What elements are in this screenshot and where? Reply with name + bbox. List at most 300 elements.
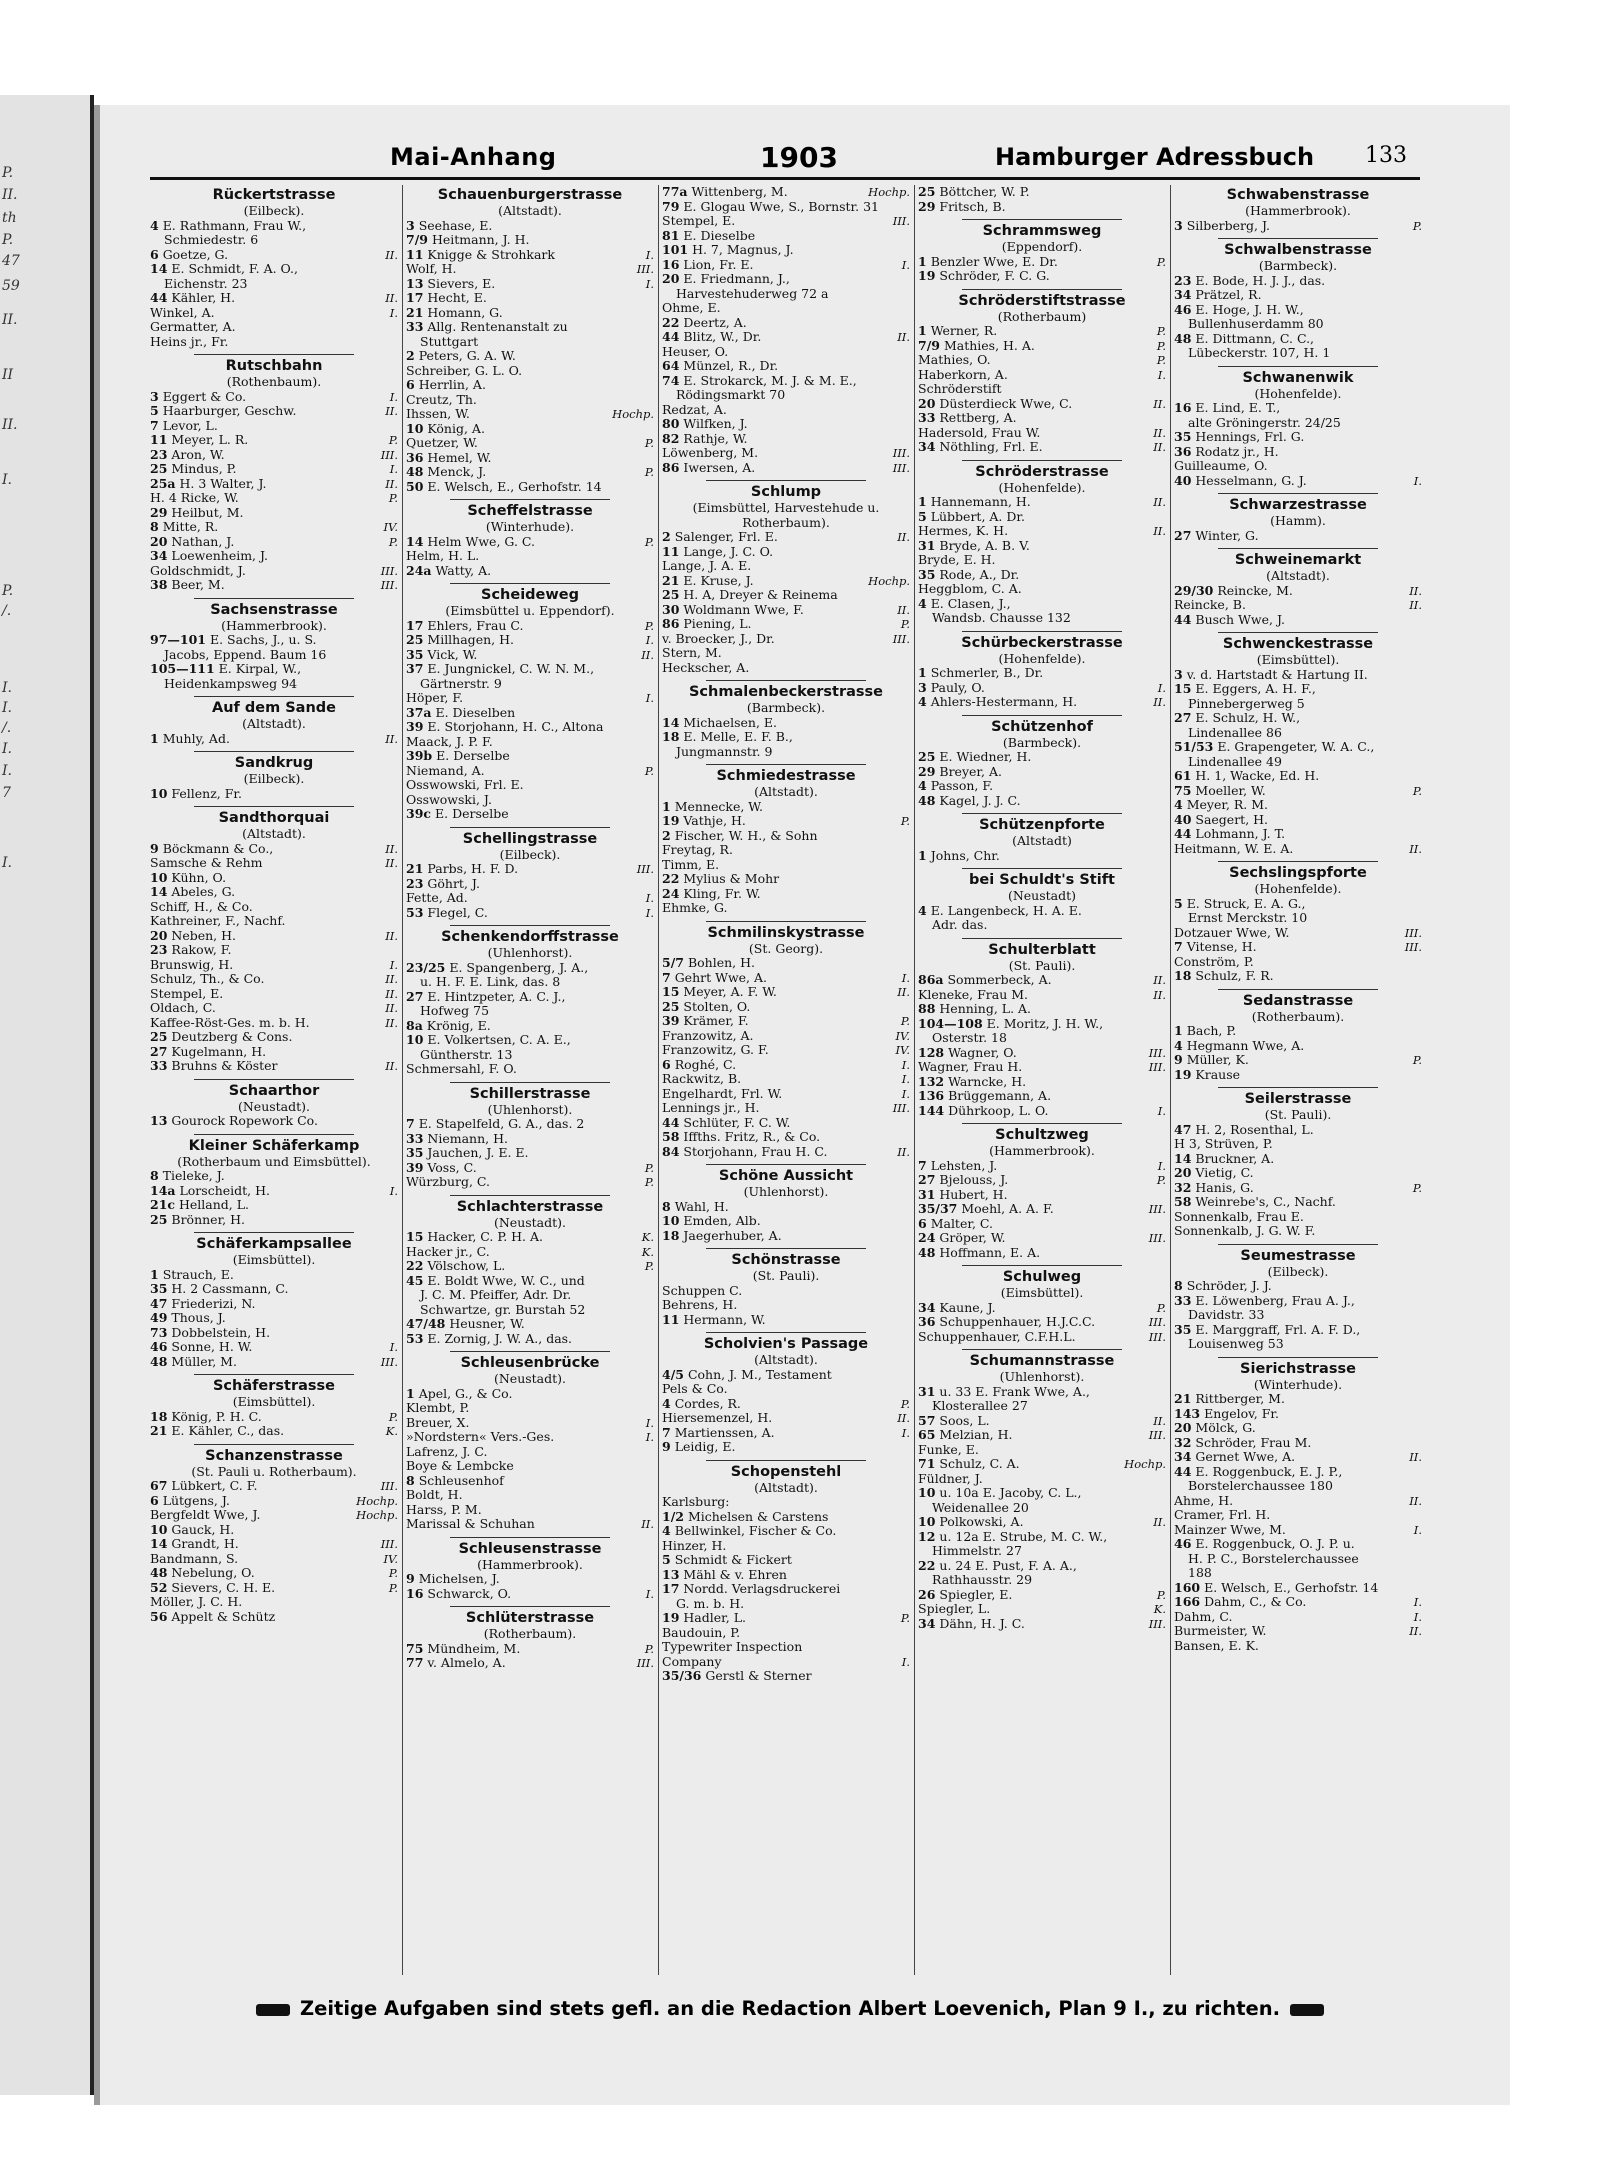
directory-entry bbox=[406, 436, 654, 451]
directory-entry bbox=[662, 1640, 910, 1655]
house-number: 4 bbox=[150, 218, 159, 233]
house-number: 6 bbox=[150, 247, 159, 262]
house-number: 25 bbox=[406, 633, 424, 647]
directory-entry bbox=[662, 316, 910, 331]
street-section bbox=[150, 696, 398, 746]
directory-entry bbox=[662, 646, 910, 661]
floor-marker: II. bbox=[897, 602, 910, 617]
street-section bbox=[1174, 366, 1422, 489]
floor-marker: III. bbox=[1148, 1616, 1166, 1631]
resident-name: Funke, E. bbox=[918, 1442, 979, 1457]
directory-entry bbox=[150, 520, 398, 535]
floor-marker: II. bbox=[1153, 425, 1166, 440]
directory-entry bbox=[150, 1198, 398, 1213]
resident-name: Seehase, E. bbox=[418, 218, 493, 233]
floor-marker: I. bbox=[645, 247, 654, 262]
resident-name: Bandmann, S. bbox=[150, 1551, 239, 1566]
resident-name: Wolf, H. bbox=[406, 262, 457, 276]
resident-name: Apel, G., & Co. bbox=[418, 1386, 513, 1401]
directory-entry bbox=[918, 779, 1166, 794]
resident-name: E. Dieselben bbox=[435, 705, 516, 720]
resident-name: Meyer, L. R. bbox=[171, 433, 249, 447]
directory-entry bbox=[1174, 219, 1422, 234]
directory-entry bbox=[150, 477, 398, 492]
resident-name: Homann, G. bbox=[427, 305, 503, 320]
directory-entry bbox=[150, 1581, 398, 1596]
resident-name: u. 10a E. Jacoby, C. L., bbox=[939, 1486, 1082, 1500]
directory-entry bbox=[406, 1175, 654, 1190]
floor-marker: III. bbox=[892, 1101, 910, 1115]
street-district: (Hohenfelde). bbox=[998, 650, 1086, 666]
directory-entry bbox=[918, 1060, 1166, 1075]
margin-mark: II. bbox=[2, 417, 18, 433]
directory-entry bbox=[150, 1030, 398, 1045]
resident-name: Mindus, P. bbox=[171, 462, 237, 476]
floor-marker: III. bbox=[1148, 1045, 1166, 1060]
street-name: Schlüterstrasse bbox=[465, 1610, 595, 1626]
resident-name: Lorscheidt, H. bbox=[179, 1183, 270, 1198]
street-district: (Eimsbüttel). bbox=[1256, 652, 1340, 667]
margin-mark: I. bbox=[2, 680, 12, 696]
house-number: 86a bbox=[918, 973, 944, 987]
resident-name: Schuppenhauer, C.F.H.L. bbox=[918, 1329, 1076, 1344]
resident-name: Melzian, H. bbox=[939, 1428, 1013, 1442]
house-number: 44 bbox=[1174, 1464, 1192, 1479]
section-separator bbox=[1218, 632, 1378, 633]
directory-entry bbox=[662, 1440, 910, 1455]
directory-entry bbox=[918, 904, 1166, 919]
directory-entry bbox=[662, 1145, 910, 1160]
house-number: 25 bbox=[150, 1212, 168, 1227]
margin-mark: I. bbox=[2, 855, 12, 871]
resident-name: H 3, Strüven, P. bbox=[1174, 1137, 1273, 1151]
directory-entry bbox=[1174, 1068, 1422, 1083]
house-number: 6 bbox=[662, 1057, 671, 1072]
floor-marker: I. bbox=[901, 1057, 910, 1072]
house-number: 22 bbox=[406, 1259, 424, 1273]
section-separator bbox=[450, 1351, 610, 1352]
resident-name: Rode, A., Dr. bbox=[939, 567, 1020, 582]
header-left-title: Mai-Anhang bbox=[390, 143, 557, 171]
resident-name: Franzowitz, A. bbox=[662, 1028, 754, 1043]
directory-entry bbox=[406, 735, 654, 750]
directory-entry bbox=[406, 1048, 654, 1063]
house-number: 34 bbox=[150, 549, 168, 563]
directory-entry bbox=[406, 1387, 654, 1402]
street-section bbox=[918, 1349, 1166, 1631]
resident-name: E. Kirpal, W., bbox=[218, 662, 302, 676]
resident-name: Appelt & Schütz bbox=[171, 1609, 276, 1624]
resident-name: E. Jungnickel, C. W. N. M., bbox=[427, 662, 595, 676]
floor-marker: II. bbox=[1153, 396, 1166, 411]
house-number: 1 bbox=[406, 1386, 415, 1401]
street-section bbox=[406, 925, 654, 1077]
directory-entry bbox=[150, 1297, 398, 1312]
section-separator bbox=[1218, 1357, 1378, 1358]
directory-entry bbox=[406, 1117, 654, 1132]
directory-entry bbox=[662, 446, 910, 461]
pointing-hand-right-icon bbox=[1290, 2004, 1324, 2016]
house-number: 44 bbox=[1174, 827, 1192, 841]
resident-name: Schuppenhauer, H.J.C.C. bbox=[939, 1315, 1096, 1329]
directory-entry bbox=[150, 248, 398, 263]
section-separator bbox=[450, 1082, 610, 1083]
street-name: Sandthorquai bbox=[218, 810, 330, 826]
house-number: 46 bbox=[1174, 302, 1192, 317]
resident-name: Stuttgart bbox=[420, 334, 479, 349]
street-section bbox=[406, 1195, 654, 1347]
directory-entry bbox=[1174, 668, 1422, 683]
street-section bbox=[662, 1460, 910, 1684]
directory-entry bbox=[406, 706, 654, 721]
resident-name: Schulz, Th., & Co. bbox=[150, 972, 265, 986]
directory-entry bbox=[918, 1002, 1166, 1017]
floor-marker: II. bbox=[385, 291, 398, 305]
column-divider bbox=[658, 185, 659, 1975]
directory-entry bbox=[1174, 584, 1422, 599]
house-number: 46 bbox=[1174, 1537, 1192, 1551]
directory-entry bbox=[1174, 897, 1422, 912]
resident-name: Hannemann, H. bbox=[930, 495, 1031, 509]
resident-name: Müller, K. bbox=[1186, 1053, 1249, 1067]
resident-name: Sievers, E. bbox=[427, 276, 496, 291]
resident-name: Muhly, Ad. bbox=[162, 731, 230, 746]
directory-entry bbox=[662, 1553, 910, 1568]
directory-entry bbox=[662, 388, 910, 403]
house-number: 1 bbox=[918, 848, 927, 863]
resident-name: Polkowski, A. bbox=[939, 1515, 1024, 1529]
resident-name: Kühn, O. bbox=[171, 870, 227, 885]
house-number: 20 bbox=[1174, 1166, 1192, 1180]
floor-marker: P. bbox=[1156, 1587, 1166, 1602]
floor-marker: P. bbox=[644, 1175, 654, 1189]
directory-entry bbox=[406, 1146, 654, 1161]
street-section bbox=[662, 185, 910, 475]
section-separator bbox=[962, 813, 1122, 814]
directory-entry bbox=[406, 1033, 654, 1048]
directory-entry bbox=[1174, 1552, 1422, 1567]
directory-entry bbox=[150, 958, 398, 973]
directory-entry bbox=[1174, 1595, 1422, 1610]
resident-name: Düsterdieck Wwe, C. bbox=[939, 396, 1073, 411]
street-section bbox=[662, 1248, 910, 1327]
resident-name: Busch Wwe, J. bbox=[1195, 612, 1285, 627]
street-district: (Eimsbüttel u. Eppendorf). bbox=[445, 603, 615, 618]
section-separator bbox=[962, 631, 1122, 632]
resident-name: E. Moritz, J. H. W., bbox=[986, 1016, 1104, 1031]
floor-marker: II. bbox=[385, 972, 398, 986]
directory-entry bbox=[918, 255, 1166, 270]
resident-name: Wilfken, J. bbox=[683, 417, 748, 431]
directory-entry bbox=[662, 956, 910, 971]
house-number: 136 bbox=[918, 1089, 945, 1103]
street-section bbox=[150, 354, 398, 593]
resident-name: Prätzel, R. bbox=[1195, 288, 1262, 302]
resident-name: Ahme, H. bbox=[1174, 1493, 1234, 1508]
street-name: Scheffelstrasse bbox=[467, 503, 593, 519]
directory-entry bbox=[150, 1537, 398, 1552]
directory-entry bbox=[662, 1669, 910, 1684]
header-right-title: Hamburger Adressbuch bbox=[995, 143, 1315, 171]
street-section bbox=[1174, 548, 1422, 627]
house-number: 7 bbox=[662, 970, 671, 985]
margin-mark: 47 bbox=[2, 253, 20, 269]
resident-name: Boldt, H. bbox=[406, 1488, 463, 1502]
section-separator bbox=[706, 921, 866, 922]
directory-entry bbox=[406, 1245, 654, 1260]
directory-entry bbox=[918, 1559, 1166, 1574]
house-number: 75 bbox=[406, 1641, 424, 1656]
street-section bbox=[406, 583, 654, 822]
resident-name: Saegert, H. bbox=[1195, 812, 1269, 827]
street-section bbox=[1174, 493, 1422, 543]
house-number: 44 bbox=[662, 1115, 680, 1130]
directory-entry bbox=[918, 185, 1166, 200]
resident-name: Nathan, J. bbox=[171, 534, 235, 549]
resident-name: Füldner, J. bbox=[918, 1471, 983, 1486]
resident-name: E. Langenbeck, H. A. E. bbox=[930, 903, 1082, 918]
directory-entry bbox=[150, 677, 398, 692]
house-number: 39 bbox=[406, 720, 424, 734]
resident-name: Schiff, H., & Co. bbox=[150, 899, 253, 914]
directory-entry bbox=[918, 510, 1166, 525]
house-number: 40 bbox=[1174, 812, 1192, 827]
directory-entry bbox=[662, 661, 910, 676]
resident-name: E. Welsch, E., Gerhofstr. 14 bbox=[427, 479, 602, 494]
directory-entry bbox=[918, 426, 1166, 441]
house-number: 1 bbox=[150, 731, 159, 746]
floor-marker: K. bbox=[385, 1424, 398, 1438]
directory-entry bbox=[150, 462, 398, 477]
floor-marker: P. bbox=[388, 433, 398, 447]
street-district: (Altstadt). bbox=[754, 784, 818, 799]
floor-marker: II. bbox=[385, 476, 398, 491]
street-district: (Altstadt). bbox=[498, 203, 562, 218]
house-number: 32 bbox=[1174, 1180, 1192, 1195]
house-number: 57 bbox=[918, 1413, 936, 1428]
directory-entry bbox=[1174, 740, 1422, 755]
directory-entry bbox=[150, 929, 398, 944]
floor-marker: II. bbox=[385, 986, 398, 1001]
house-number: 77 bbox=[406, 1656, 424, 1670]
street-name: Schützenpforte bbox=[979, 817, 1105, 833]
directory-entry bbox=[662, 588, 910, 603]
directory-entry bbox=[150, 842, 398, 857]
directory-entry bbox=[1174, 1479, 1422, 1494]
directory-entry bbox=[406, 1445, 654, 1460]
directory-entry bbox=[1174, 445, 1422, 460]
resident-name: Deutzberg & Cons. bbox=[171, 1030, 293, 1044]
floor-marker: II. bbox=[1409, 583, 1422, 598]
street-district: (Eilbeck). bbox=[499, 846, 561, 862]
directory-entry bbox=[662, 901, 910, 916]
margin-mark: II. bbox=[2, 312, 18, 328]
resident-name: E. Löwenberg, Frau A. J., bbox=[1195, 1293, 1355, 1308]
street-section bbox=[662, 764, 910, 916]
house-number: 9 bbox=[406, 1572, 415, 1586]
resident-name: Lütgens, J. bbox=[162, 1493, 230, 1508]
section-separator bbox=[194, 598, 354, 599]
street-district: (Uhlenhorst). bbox=[487, 1101, 573, 1117]
margin-mark: 59 bbox=[2, 278, 20, 294]
resident-name: Rödingsmarkt 70 bbox=[676, 388, 786, 402]
house-number: 29 bbox=[150, 505, 168, 520]
street-district: (Rotherbaum). bbox=[1251, 1008, 1345, 1024]
resident-name: Creutz, Th. bbox=[406, 392, 477, 407]
directory-entry bbox=[406, 1274, 654, 1289]
directory-entry bbox=[1174, 1624, 1422, 1639]
resident-name: u. 33 E. Frank Wwe, A., bbox=[939, 1384, 1090, 1399]
floor-marker: II. bbox=[1153, 987, 1166, 1002]
street-section bbox=[150, 806, 398, 1074]
directory-entry bbox=[1174, 416, 1422, 431]
house-number: 101 bbox=[662, 243, 689, 257]
section-separator bbox=[962, 1265, 1122, 1266]
resident-name: H. 4 Ricke, W. bbox=[150, 491, 239, 505]
floor-marker: III. bbox=[380, 1354, 398, 1369]
resident-name: Nöthling, Frl. E. bbox=[939, 440, 1043, 454]
resident-name: Heidenkampsweg 94 bbox=[164, 676, 298, 691]
resident-name: v. d. Hartstadt & Hartung II. bbox=[1186, 667, 1368, 682]
directory-entry bbox=[150, 277, 398, 292]
resident-name: Allg. Rentenanstalt zu bbox=[427, 320, 568, 334]
house-number: 1 bbox=[918, 666, 927, 680]
directory-entry bbox=[406, 749, 654, 764]
directory-entry bbox=[1174, 842, 1422, 857]
house-number: 20 bbox=[662, 272, 680, 286]
house-number: 4 bbox=[918, 779, 927, 793]
street-section bbox=[150, 187, 398, 349]
directory-entry bbox=[1174, 1566, 1422, 1581]
resident-name: v. Almelo, A. bbox=[427, 1656, 506, 1670]
street-district: (Hammerbrook). bbox=[989, 1143, 1095, 1158]
resident-name: Bellwinkel, Fischer & Co. bbox=[674, 1524, 837, 1538]
directory-entry bbox=[662, 872, 910, 887]
street-section bbox=[662, 680, 910, 759]
directory-entry bbox=[150, 448, 398, 463]
resident-name: E. Roggenbuck, E. J. P., bbox=[1195, 1464, 1343, 1479]
resident-name: Beer, M. bbox=[171, 578, 225, 592]
street-name: Schmilinskystrasse bbox=[707, 924, 865, 941]
resident-name: u. H. F. E. Link, das. 8 bbox=[420, 975, 561, 989]
floor-marker: III. bbox=[380, 563, 398, 578]
directory-entry bbox=[918, 1472, 1166, 1487]
directory-entry bbox=[662, 301, 910, 316]
floor-marker: II. bbox=[1409, 598, 1422, 612]
directory-entry bbox=[406, 1303, 654, 1318]
house-number: 33 bbox=[406, 320, 424, 334]
floor-marker: I. bbox=[645, 276, 654, 291]
resident-name: H. P. C., Borstelerchaussee bbox=[1188, 1551, 1359, 1566]
house-number: 4/5 bbox=[662, 1367, 684, 1382]
street-district: (Hamm). bbox=[1270, 513, 1326, 528]
directory-entry bbox=[1174, 1639, 1422, 1654]
street-district: (Hohenfelde). bbox=[1254, 881, 1342, 896]
house-number: 44 bbox=[662, 330, 680, 344]
directory-entry bbox=[662, 1101, 910, 1116]
directory-entry bbox=[918, 353, 1166, 368]
resident-name: Pauly, O. bbox=[930, 680, 985, 695]
section-separator bbox=[962, 938, 1122, 939]
floor-marker: I. bbox=[1157, 1103, 1166, 1118]
house-number: 82 bbox=[662, 431, 680, 446]
directory-entry bbox=[406, 1430, 654, 1445]
directory-entry bbox=[662, 272, 910, 287]
floor-marker: P. bbox=[1412, 783, 1422, 798]
resident-name: E. Storjohann, H. C., Altona bbox=[427, 720, 604, 734]
house-number: 74 bbox=[662, 373, 680, 388]
street-section bbox=[662, 480, 910, 675]
street-name: Sachsenstrasse bbox=[210, 601, 338, 618]
resident-name: Louisenweg 53 bbox=[1188, 1337, 1284, 1351]
resident-name: Bjelouss, J. bbox=[939, 1173, 1009, 1187]
resident-name: Gernet Wwe, A. bbox=[1195, 1450, 1296, 1464]
resident-name: Mitte, R. bbox=[162, 520, 219, 534]
street-section bbox=[1174, 238, 1422, 361]
directory-entry bbox=[918, 1399, 1166, 1414]
resident-name: Mathies, O. bbox=[918, 353, 991, 367]
directory-entry bbox=[150, 1184, 398, 1199]
house-number: 14a bbox=[150, 1183, 176, 1198]
resident-name: Roghé, C. bbox=[674, 1057, 737, 1072]
house-number: 3 bbox=[406, 218, 415, 233]
floor-marker: Hochp. bbox=[356, 1508, 398, 1522]
resident-name: Schwarck, O. bbox=[427, 1586, 512, 1601]
resident-name: Thous, J. bbox=[171, 1311, 226, 1325]
section-separator bbox=[1218, 548, 1378, 549]
directory-entry bbox=[918, 973, 1166, 988]
house-number: 21 bbox=[406, 305, 424, 320]
directory-entry bbox=[150, 914, 398, 929]
street-district: (Hammerbrook). bbox=[1245, 203, 1351, 218]
resident-name: Gerstl & Sterner bbox=[705, 1669, 812, 1683]
floor-marker: II. bbox=[897, 1144, 910, 1159]
house-number: 10 bbox=[150, 870, 168, 885]
directory-entry bbox=[918, 1414, 1166, 1429]
resident-name: Freytag, R. bbox=[662, 843, 733, 857]
directory-entry bbox=[918, 1031, 1166, 1046]
resident-name: Löwenberg, M. bbox=[662, 446, 759, 460]
directory-entry bbox=[662, 745, 910, 760]
resident-name: Lübbert, A. Dr. bbox=[930, 509, 1025, 524]
directory-entry bbox=[918, 568, 1166, 583]
floor-marker: II. bbox=[1153, 495, 1166, 509]
floor-marker: P. bbox=[644, 1160, 654, 1175]
street-name: Schmalenbeckerstrasse bbox=[688, 684, 884, 700]
house-number: 27 bbox=[150, 1044, 168, 1059]
floor-marker: K. bbox=[1153, 1602, 1166, 1616]
street-district: (St. Pauli u. Rotherbaum). bbox=[191, 1463, 357, 1479]
house-number: 11 bbox=[662, 1312, 680, 1327]
directory-entry bbox=[1174, 459, 1422, 474]
section-separator bbox=[194, 696, 354, 697]
resident-name: Kagel, J. J. C. bbox=[939, 793, 1021, 808]
directory-entry bbox=[662, 730, 910, 745]
section-separator bbox=[194, 1232, 354, 1233]
street-district: (St. Georg). bbox=[748, 940, 824, 956]
house-number: 18 bbox=[1174, 969, 1192, 983]
resident-name: Woldmann Wwe, F. bbox=[683, 602, 804, 617]
house-number: 34 bbox=[1174, 1450, 1192, 1464]
resident-name: Schlüter, F. C. W. bbox=[683, 1115, 791, 1130]
floor-marker: III. bbox=[1148, 1315, 1166, 1329]
resident-name: Schmersahl, F. O. bbox=[406, 1062, 517, 1076]
resident-name: Böttcher, W. P. bbox=[939, 185, 1030, 199]
directory-entry bbox=[406, 1401, 654, 1416]
resident-name: Flegel, C. bbox=[427, 905, 488, 920]
house-number: 2 bbox=[406, 349, 415, 363]
directory-entry bbox=[150, 233, 398, 248]
